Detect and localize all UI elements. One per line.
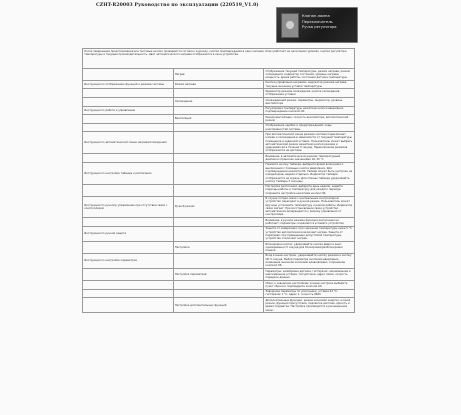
- table-row: [83, 49, 355, 69]
- table-cell-c1: Инструкция по настройке таймера и расписания: [83, 162, 174, 184]
- table-cell-c3: Заводские параметры по умолчанию: уставка 22 °C, гистерезис 1 °C, адрес 1, скорость 9600: [264, 289, 355, 298]
- table-cell-c3: Параметры: калибровка датчика, гистерезис, минимальная и максимальная уставка, тип датчика, адрес связи, скорость передачи данных: [264, 269, 355, 281]
- table-cell-c2: Охлаждение: [173, 98, 264, 107]
- control-knob-icon: [281, 13, 299, 38]
- table-cell-c3: Сброс к заводским настройкам: в меню настроек выберите пункт сброса и подтвердите кнопкой ОК: [264, 281, 355, 290]
- device-label-3: Ручка регулятора: [302, 25, 337, 30]
- table-cell-c1: [83, 184, 174, 196]
- table-cell-c3: В случае потери связи с центральным контроллером устройство переходит в ручной режим. Пользователь может вручную установить температуру и режим работы. Индикатор связи мигает. При восстановлении связи устройство автоматически возвращается к режиму управления от контроллера.: [264, 196, 355, 218]
- table-cell-c1: Инструкция по ручной защите: [83, 226, 174, 241]
- table-row: [83, 281, 355, 290]
- table-cell-c2: Настройки: [173, 242, 264, 254]
- table-cell-c2: [173, 289, 264, 298]
- table-cell-c2: Нагрев: [173, 69, 264, 81]
- table-row: [83, 98, 355, 107]
- device-labels: [302, 14, 357, 31]
- table-row: [83, 69, 355, 81]
- device-label-2: Переключатель: [302, 19, 333, 24]
- table-cell-c2: [173, 154, 264, 163]
- table-row: [83, 242, 355, 254]
- table-cell-c1: [83, 269, 174, 281]
- table-cell-c2: [173, 281, 264, 290]
- table-cell-c3: Блокировка кнопок: удерживайте кнопки вверх и вниз одновременно 5 секунд для блокировки/разблокировки панели: [264, 242, 355, 254]
- table-row: [83, 226, 355, 241]
- table-cell-c2: Вентиляция: [173, 115, 264, 124]
- table-cell-c3: Защита от замерзания: при снижении температуры ниже 5 °C устройство автоматически включает нагрев. Защита от перегрева: при превышении допустимой температуры устройство отключает нагрев.: [264, 226, 355, 241]
- table-row: [83, 115, 355, 124]
- table-row: [83, 218, 355, 227]
- table-cell-c1: [83, 115, 174, 124]
- table-row: [83, 289, 355, 298]
- table-row: [83, 253, 355, 268]
- table-cell-c3: Настройка расписания: выберите день недели, задайте периоды работы и температуру для каждого периода. Сохраните настройки нажатием кнопки ОК.: [264, 184, 355, 196]
- table-row: [83, 196, 355, 218]
- table-row: [83, 162, 355, 184]
- intro-cell: После завершения проектирования все тестовые кнопки проверяются согласно журналу, кнопка подтверждения в одно касание. Ключ работает на нескольких уровнях, кнопка регулятора температуры и текущая производительность. Цвет автоматического нагрева отображается в окне устройства.: [83, 49, 355, 69]
- table-cell-c3: Нажмите кнопку таймера, выберите время включения и выключения с помощью кнопок вверх/вниз. Для подтверждения нажмите ОК. Таймер может быть настроен на каждый день недели отдельно. Индикатор таймера отображается на экране. Для отмены таймера удерживайте кнопку таймера 3 секунды.: [264, 162, 355, 184]
- table-cell-c1: [83, 242, 174, 254]
- table-cell-c1: [83, 69, 174, 81]
- table-cell-c3: Кнопка управления нагревом, индикатор режима нагрева, текущее значение уставки температуры: [264, 80, 355, 89]
- table-cell-c2: [173, 123, 264, 132]
- table-cell-c2: [173, 106, 264, 115]
- document-title: CZHT-R20003 Руководство по эксплуатации (220519_V1.0): [96, 3, 259, 8]
- table-cell-c3: Отображение текущей температуры, режим нагрева, режим охлаждения, индикатор состояния, уровень нагрева, мощность, время работы, состояние датчика температуры: [264, 69, 355, 81]
- table-cell-c3: Внимание: в ручном режиме функции расписания не работают, параметры сохраняются в памяти устройства: [264, 218, 355, 227]
- table-row: [83, 269, 355, 281]
- device-photo: [276, 7, 358, 43]
- table-cell-c3: Охлаждающий режим: параметры, индикатор, уровень вентилятора: [264, 98, 355, 107]
- table-cell-c3: Дополнительные функции: режим экономии энергии, ночной режим, функция присутствия, подсветка дисплея, яркость и время подсветки. Настройка производится в расширенном меню.: [264, 298, 355, 313]
- table-row: [83, 184, 355, 196]
- table-cell-c1: [83, 298, 174, 313]
- table-row: [83, 123, 355, 132]
- table-cell-c1: [83, 289, 174, 298]
- table-cell-c2: [173, 162, 264, 184]
- table-cell-c2: [173, 226, 264, 241]
- table-cell-c2: [173, 132, 264, 154]
- table-cell-c1: [83, 123, 174, 132]
- table-cell-c1: Инструкция по настройке параметров: [83, 253, 174, 268]
- table-row: [83, 89, 355, 98]
- table-cell-c3: Внимание: в автоматическом режиме температурный диапазон ограничен значениями 16–30 °C: [264, 154, 355, 163]
- table-cell-c1: [83, 89, 174, 98]
- instruction-table: [82, 48, 355, 313]
- table-cell-c2: [173, 184, 264, 196]
- table-cell-c1: [83, 281, 174, 290]
- table-cell-c3: При автоматической смене режима система переключает нагрев и охлаждение в зависимости от текущей температуры помещения и заданной уставки. Пользователь может выбрать автоматический режим нажатием кнопки режима и удерживая её в течение 3 секунд. Переключение режимов отображается на дисплее.: [264, 132, 355, 154]
- table-cell-c1: [83, 98, 174, 107]
- table-row: [83, 80, 355, 89]
- table-cell-c3: Отображение ошибок и предупреждений, коды неисправностей системы: [264, 123, 355, 132]
- table-cell-c2: Настройка параметров: [173, 269, 264, 281]
- table-cell-c2: [173, 253, 264, 268]
- device-label-1: Клапан-лампа: [302, 14, 330, 18]
- table-cell-c3: Вход в меню настроек: удерживайте кнопку режима и кнопку ОК 5 секунд. Выбор параметра кнопками вверх/вниз, изменение значения кнопками влево/вправо, сохранение кнопкой ОК.: [264, 253, 355, 268]
- table-cell-c3: Индикатор режима охлаждения, кнопка охлаждения, отображение уставки: [264, 89, 355, 98]
- table-row: [83, 298, 355, 313]
- table-cell-c1: Инструкция по отображению функций и режима системы: [83, 80, 174, 89]
- table-row: [83, 132, 355, 154]
- table-cell-c1: [83, 154, 174, 163]
- table-cell-c3: Режим вентиляции, скорость вентилятора, автоматический режим: [264, 115, 355, 124]
- table-cell-c1: Инструкция по автоматической смене нагрева/охлаждения: [83, 132, 174, 154]
- table-cell-c2: [173, 89, 264, 98]
- table-cell-c3: Регулировка температуры нажатием кнопки вверх/вниз, подтверждение кнопкой ОК: [264, 106, 355, 115]
- table-cell-c2: Режим нагрева: [173, 80, 264, 89]
- table-cell-c2: [173, 218, 264, 227]
- table-cell-c1: [83, 218, 174, 227]
- table-cell-c1: Инструкция по работе и управлению: [83, 106, 174, 115]
- table-row: [83, 154, 355, 163]
- table-cell-c1: Инструкция по ручному управлению при отсутствии связи с контроллером: [83, 196, 174, 218]
- table-cell-c2: Ручной режим: [173, 196, 264, 218]
- table-row: [83, 106, 355, 115]
- table-cell-c2: Настройка дополнительных функций: [173, 298, 264, 313]
